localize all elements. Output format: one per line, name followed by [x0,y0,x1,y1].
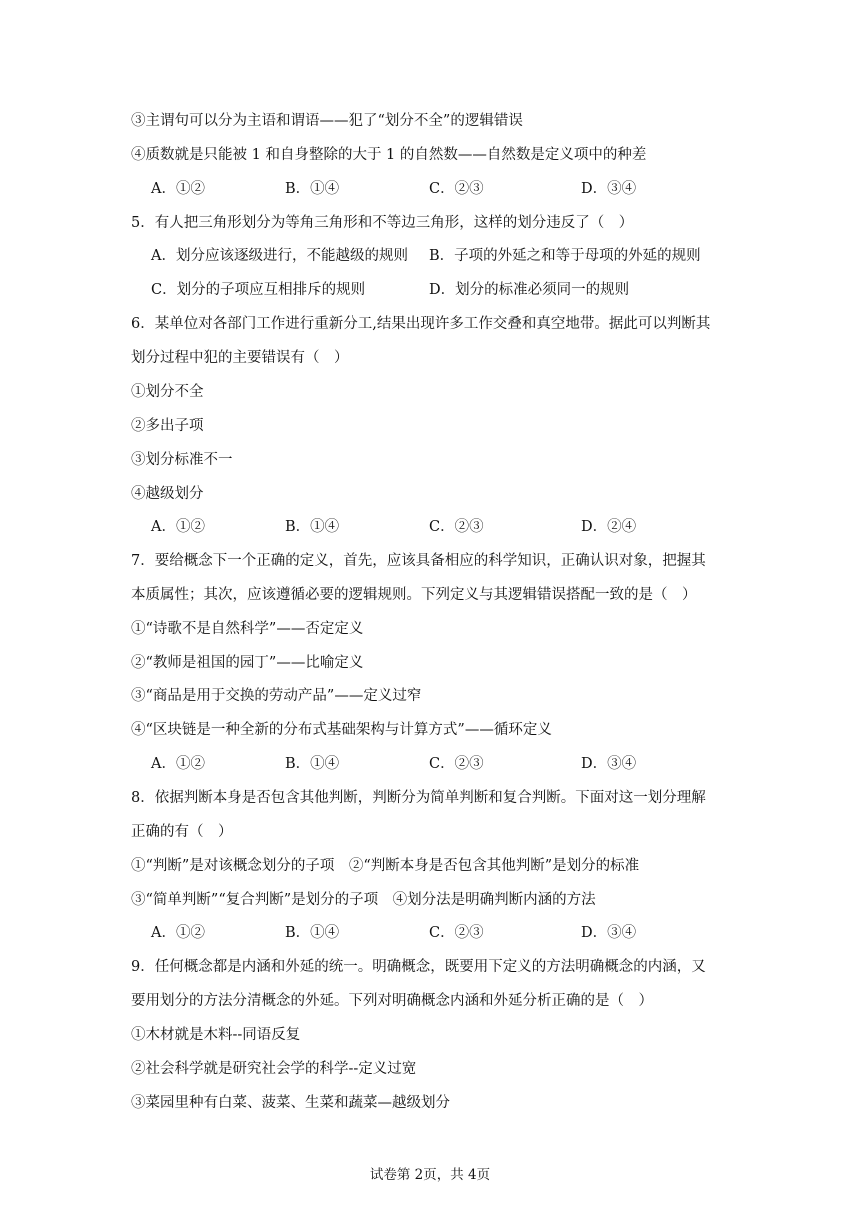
q7-options [151,754,751,774]
q7-item-2: ②“教师是祖国的园丁”——比喻定义 [131,655,364,671]
q4-item-4: ④质数就是只能被 1 和自身整除的大于 1 的自然数——自然数是定义项中的种差 [131,147,647,163]
q8-items-1-2: ①“判断”是对该概念划分的子项 ②“判断本身是否包含其他判断”是划分的标准 [131,858,640,874]
q8-option-a: A．①② [151,925,205,941]
q4-item-3: ③主谓句可以分为主语和谓语——犯了“划分不全”的逻辑错误 [131,113,523,129]
q7-option-b: B．①④ [285,756,340,772]
q8-stem-line-1: 8．依据判断本身是否包含其他判断，判断分为简单判断和复合判断。下面对这一划分理解 [131,790,706,806]
q8-option-b: B．①④ [285,925,340,941]
q7-item-1: ①“诗歌不是自然科学”——否定定义 [131,621,364,637]
q8-items-3-4: ③“简单判断”“复合判断”是划分的子项 ④划分法是明确判断内涵的方法 [131,892,596,908]
q6-stem-line-1: 6．某单位对各部门工作进行重新分工,结果出现许多工作交叠和真空地带。据此可以判断其 [131,316,711,332]
q9-item-3: ③菜园里种有白菜、菠菜、生菜和蔬菜—越级划分 [131,1095,450,1111]
q7-stem-line-2: 本质属性；其次，应该遵循必要的逻辑规则。下列定义与其逻辑错误搭配一致的是（ ） [131,587,697,603]
q9-item-2: ②社会科学就是研究社会学的科学--定义过宽 [131,1061,417,1077]
q7-item-3: ③“商品是用于交换的劳动产品”——定义过窄 [131,688,422,704]
q4-option-c: C．②③ [429,181,484,197]
q7-stem-line-1: 7．要给概念下一个正确的定义，首先，应该具备相应的科学知识，正确认识对象，把握其 [131,553,706,569]
q6-item-3: ③划分标准不一 [131,452,233,468]
q6-stem-line-2: 划分过程中犯的主要错误有（ ） [131,350,349,366]
q6-option-b: B．①④ [285,519,340,535]
q4-options [151,179,751,199]
q4-option-b: B．①④ [285,181,340,197]
q4-option-a: A．①② [151,181,205,197]
q7-option-d: D．③④ [581,756,637,772]
q6-item-4: ④越级划分 [131,486,204,502]
q5-options-row-1 [151,246,751,266]
q5-option-c: C．划分的子项应互相排斥的规则 [151,282,366,298]
q6-option-c: C．②③ [429,519,484,535]
q8-options [151,923,751,943]
q8-stem-line-2: 正确的有（ ） [131,824,233,840]
q5-option-b: B．子项的外延之和等于母项的外延的规则 [429,248,701,264]
q9-stem-line-1: 9．任何概念都是内涵和外延的统一。明确概念，既要用下定义的方法明确概念的内涵，又 [131,959,706,975]
q6-item-2: ②多出子项 [131,418,204,434]
q5-option-d: D．划分的标准必须同一的规则 [429,282,630,298]
q6-item-1: ①划分不全 [131,384,204,400]
q8-option-c: C．②③ [429,925,484,941]
page-footer: 试卷第 2页，共 4页 [369,1167,491,1183]
q9-item-1: ①木材就是木料--同语反复 [131,1027,301,1043]
q6-options [151,517,751,537]
q4-option-d: D．③④ [581,181,637,197]
q7-option-a: A．①② [151,756,205,772]
q6-option-d: D．②④ [581,519,637,535]
q9-stem-line-2: 要用划分的方法分清概念的外延。下列对明确概念内涵和外延分析正确的是（ ） [131,993,653,1009]
q5-option-a: A．划分应该逐级进行，不能越级的规则 [151,248,408,264]
q5-options-row-2 [151,280,751,300]
q6-option-a: A．①② [151,519,205,535]
q7-option-c: C．②③ [429,756,484,772]
q8-option-d: D．③④ [581,925,637,941]
q7-item-4: ④“区块链是一种全新的分布式基础架构与计算方式”——循环定义 [131,722,552,738]
q5-stem: 5．有人把三角形划分为等角三角形和不等边三角形，这样的划分违反了（ ） [131,215,634,231]
